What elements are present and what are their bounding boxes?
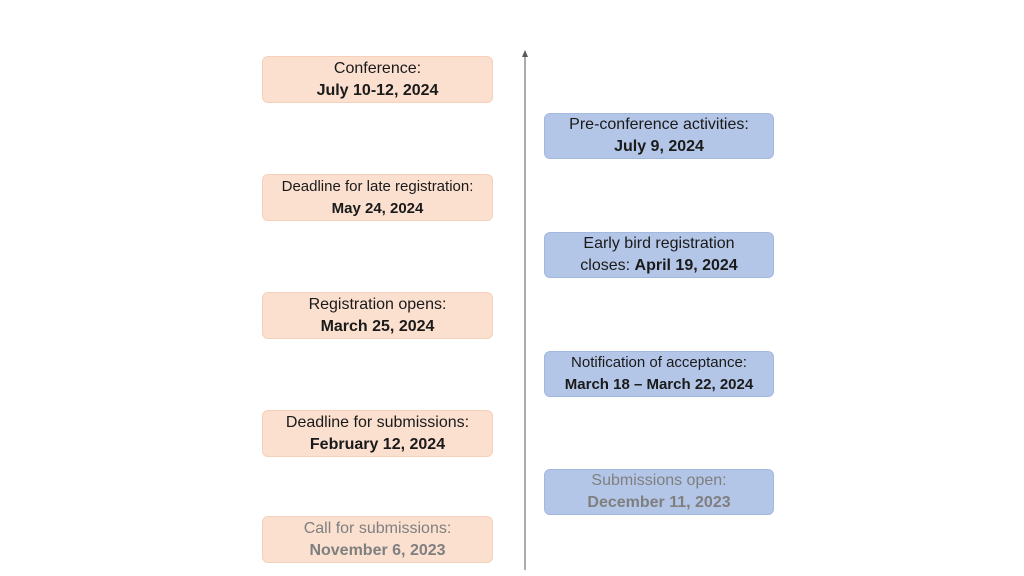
- event-notification-of-acceptance: [544, 351, 774, 397]
- event-submission-deadline: [262, 410, 493, 457]
- event-pre-conference-label: Pre-conference activities:: [569, 116, 749, 133]
- event-early-bird-close: [544, 232, 774, 278]
- event-registration-opens: [262, 292, 493, 339]
- event-submissions-open: [544, 469, 774, 515]
- event-conference-date: July 10-12, 2024: [316, 81, 439, 99]
- event-call-for-submissions: [262, 516, 493, 563]
- event-call-for-submissions-label: Call for submissions:: [303, 519, 452, 537]
- event-registration-opens-label: Registration opens:: [308, 295, 447, 313]
- event-conference: [262, 56, 493, 103]
- event-pre-conference-date: July 9, 2024: [614, 138, 704, 155]
- event-late-registration-deadline: [262, 174, 493, 221]
- event-submissions-open-label: Submissions open:: [591, 472, 727, 489]
- event-submission-deadline-label: Deadline for submissions:: [285, 413, 470, 431]
- event-late-registration-deadline-date: May 24, 2024: [331, 199, 424, 217]
- timeline-axis-arrowhead: [522, 50, 528, 57]
- event-late-registration-deadline-label: Deadline for late registration:: [281, 177, 474, 195]
- event-early-bird-close-label: Early bird registration: [583, 235, 735, 252]
- event-submissions-open-date: December 11, 2023: [587, 494, 731, 511]
- event-submission-deadline-date: February 12, 2024: [309, 435, 446, 453]
- event-early-bird-close-line2: [580, 255, 737, 277]
- event-notification-of-acceptance-date: March 18 – March 22, 2024: [564, 376, 754, 393]
- event-early-bird-close-date: April 19, 2024: [634, 257, 738, 274]
- event-early-bird-close-prefix: closes:: [580, 257, 635, 274]
- event-pre-conference: [544, 113, 774, 159]
- event-conference-label: Conference:: [333, 59, 422, 77]
- event-call-for-submissions-date: November 6, 2023: [309, 541, 446, 559]
- event-registration-opens-date: March 25, 2024: [320, 317, 435, 335]
- event-notification-of-acceptance-label: Notification of acceptance:: [571, 354, 747, 371]
